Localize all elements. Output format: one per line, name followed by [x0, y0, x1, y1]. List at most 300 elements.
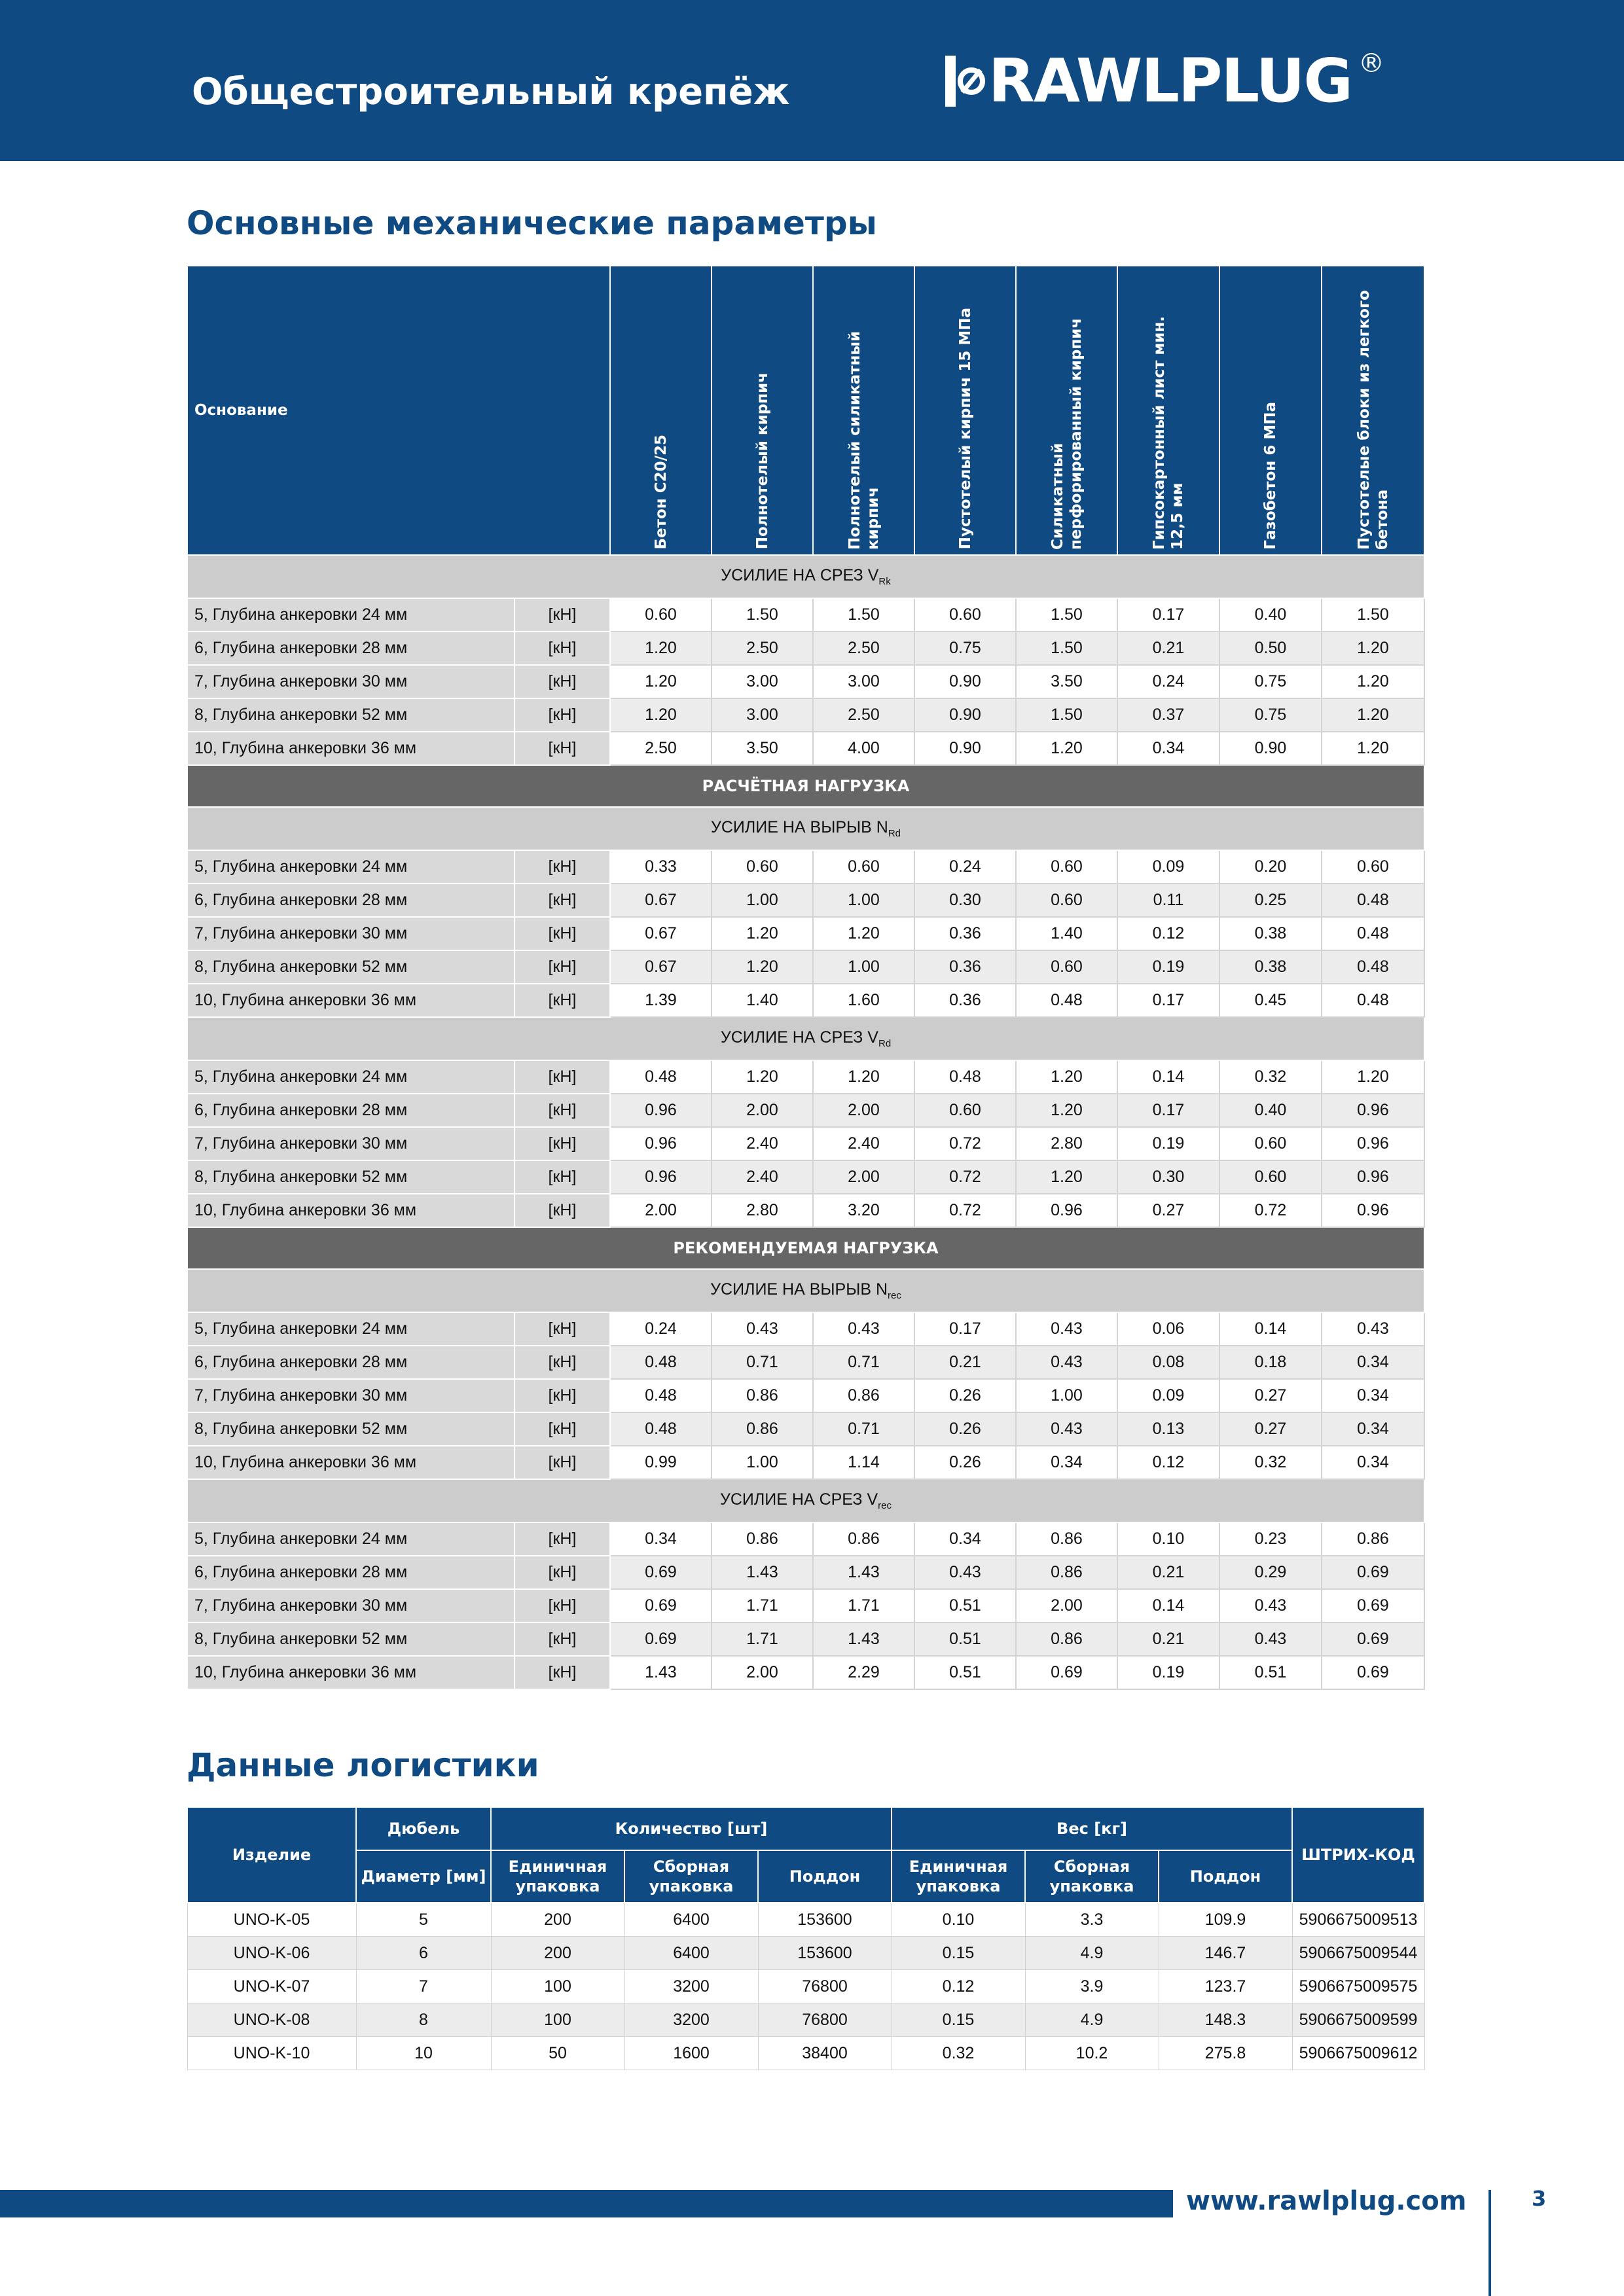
value-cell: 0.36 — [914, 984, 1016, 1017]
value-cell: 0.69 — [1322, 1589, 1424, 1623]
logistics-cell: 5906675009612 — [1292, 2037, 1424, 2070]
value-cell: 2.40 — [712, 1160, 813, 1194]
row-label: 5, Глубина анкеровки 24 мм — [187, 850, 514, 884]
value-cell: 1.00 — [1016, 1379, 1117, 1412]
value-cell: 0.51 — [914, 1656, 1016, 1689]
value-cell: 1.39 — [610, 984, 712, 1017]
value-cell: 0.60 — [1219, 1127, 1322, 1160]
value-cell: 3.20 — [813, 1194, 914, 1227]
unit-cell: [кН] — [514, 884, 610, 917]
value-cell: 0.23 — [1219, 1522, 1322, 1556]
value-cell: 1.20 — [813, 917, 914, 950]
value-cell: 0.48 — [610, 1060, 712, 1094]
column-header-wrap — [1322, 272, 1424, 550]
value-cell: 0.51 — [1219, 1656, 1322, 1689]
value-cell: 0.10 — [1117, 1522, 1219, 1556]
value-cell: 1.20 — [1322, 632, 1424, 665]
row-label: 6, Глубина анкеровки 28 мм — [187, 1346, 514, 1379]
table-row — [187, 698, 1424, 732]
value-cell: 0.19 — [1117, 1127, 1219, 1160]
unit-cell: [кН] — [514, 984, 610, 1017]
value-cell: 0.60 — [1016, 884, 1117, 917]
mechanical-header-row — [187, 266, 1424, 555]
table-row — [187, 1656, 1424, 1689]
section-header-row — [187, 555, 1424, 598]
row-label: 8, Глубина анкеровки 52 мм — [187, 698, 514, 732]
logistics-cell: 7 — [356, 1970, 491, 2003]
value-cell: 2.00 — [1016, 1589, 1117, 1623]
value-cell: 0.38 — [1219, 950, 1322, 984]
value-cell: 0.24 — [914, 850, 1016, 884]
table-row — [187, 1589, 1424, 1623]
logistics-cell: 6400 — [624, 1903, 758, 1937]
group-header: РЕКОМЕНДУЕМАЯ НАГРУЗКА — [187, 1227, 1424, 1269]
column-header-label: Гипсокартонный лист мин. 12,5 мм — [1151, 315, 1186, 550]
value-cell: 0.43 — [813, 1312, 914, 1346]
value-cell: 0.43 — [1219, 1589, 1322, 1623]
value-cell: 0.86 — [1016, 1522, 1117, 1556]
logistics-cell: 146.7 — [1159, 1937, 1292, 1970]
section-label: УСИЛИЕ НА СРЕЗ V — [720, 1490, 878, 1509]
value-cell: 0.14 — [1117, 1589, 1219, 1623]
row-label: 5, Глубина анкеровки 24 мм — [187, 1522, 514, 1556]
value-cell: 0.30 — [1117, 1160, 1219, 1194]
value-cell: 0.86 — [813, 1379, 914, 1412]
row-label: 8, Глубина анкеровки 52 мм — [187, 1623, 514, 1656]
value-cell: 2.40 — [813, 1127, 914, 1160]
section-subscript: rec — [878, 1500, 892, 1511]
value-cell: 1.43 — [712, 1556, 813, 1589]
value-cell: 0.43 — [1016, 1346, 1117, 1379]
value-cell: 0.48 — [1322, 917, 1424, 950]
row-label: 7, Глубина анкеровки 30 мм — [187, 1379, 514, 1412]
value-cell: 2.50 — [610, 732, 712, 765]
value-cell: 0.51 — [914, 1623, 1016, 1656]
row-label: 6, Глубина анкеровки 28 мм — [187, 884, 514, 917]
table-row — [187, 1094, 1424, 1127]
value-cell: 0.60 — [610, 598, 712, 632]
value-cell: 0.60 — [1016, 950, 1117, 984]
logistics-cell: 200 — [491, 1903, 624, 1937]
value-cell: 1.71 — [712, 1623, 813, 1656]
table-row — [187, 1160, 1424, 1194]
logistics-cell: 5 — [356, 1903, 491, 1937]
value-cell: 0.86 — [1016, 1556, 1117, 1589]
unit-cell: [кН] — [514, 1556, 610, 1589]
value-cell: 0.60 — [1016, 850, 1117, 884]
value-cell: 0.96 — [1322, 1194, 1424, 1227]
section-header — [187, 807, 1424, 850]
row-label: 7, Глубина анкеровки 30 мм — [187, 665, 514, 698]
logistics-cell: 100 — [491, 2003, 624, 2037]
value-cell: 0.06 — [1117, 1312, 1219, 1346]
unit-cell: [кН] — [514, 850, 610, 884]
logistics-cell: 153600 — [758, 1903, 892, 1937]
value-cell: 0.30 — [914, 884, 1016, 917]
mechanical-title: Основные механические параметры — [187, 204, 877, 242]
value-cell: 1.20 — [610, 632, 712, 665]
logistics-cell: 3200 — [624, 1970, 758, 2003]
value-cell: 2.00 — [813, 1160, 914, 1194]
column-header — [1117, 266, 1219, 555]
value-cell: 0.60 — [914, 598, 1016, 632]
row-label: 5, Глубина анкеровки 24 мм — [187, 1060, 514, 1094]
qty-unit-pack-header: Единичная упаковка — [491, 1850, 624, 1903]
value-cell: 0.71 — [813, 1346, 914, 1379]
logistics-cell: UNO-K-05 — [187, 1903, 356, 1937]
section-label: УСИЛИЕ НА СРЕЗ V — [720, 1028, 878, 1047]
value-cell: 0.43 — [914, 1556, 1016, 1589]
logistics-cell: 3200 — [624, 2003, 758, 2037]
value-cell: 0.29 — [1219, 1556, 1322, 1589]
section-header-row — [187, 1479, 1424, 1522]
value-cell: 0.67 — [610, 950, 712, 984]
logistics-cell: 50 — [491, 2037, 624, 2070]
column-header-wrap — [1118, 272, 1219, 550]
value-cell: 0.48 — [1322, 884, 1424, 917]
value-cell: 0.20 — [1219, 850, 1322, 884]
value-cell: 0.96 — [610, 1160, 712, 1194]
value-cell: 0.60 — [1322, 850, 1424, 884]
column-header-label: Силикатный перфорированный кирпич — [1049, 317, 1085, 550]
value-cell: 0.90 — [1219, 732, 1322, 765]
section-header — [187, 1017, 1424, 1060]
row-label: 6, Глубина анкеровки 28 мм — [187, 632, 514, 665]
logistics-cell: UNO-K-10 — [187, 2037, 356, 2070]
logistics-header-row-2 — [187, 1850, 1424, 1903]
value-cell: 3.00 — [813, 665, 914, 698]
value-cell: 0.69 — [1322, 1656, 1424, 1689]
footer-url[interactable]: www.rawlplug.com — [1186, 2186, 1467, 2216]
value-cell: 1.50 — [1016, 632, 1117, 665]
row-label: 6, Глубина анкеровки 28 мм — [187, 1094, 514, 1127]
value-cell: 0.86 — [712, 1379, 813, 1412]
logistics-cell: 38400 — [758, 2037, 892, 2070]
logistics-cell: 4.9 — [1025, 1937, 1159, 1970]
unit-cell: [кН] — [514, 1623, 610, 1656]
value-cell: 0.13 — [1117, 1412, 1219, 1446]
row-label: 7, Глубина анкеровки 30 мм — [187, 1589, 514, 1623]
logistics-cell: 5906675009599 — [1292, 2003, 1424, 2037]
quantity-header: Количество [шт] — [491, 1807, 892, 1850]
logistics-cell: 5906675009513 — [1292, 1903, 1424, 1937]
qty-bulk-pack-header: Сборная упаковка — [624, 1850, 758, 1903]
value-cell: 0.51 — [914, 1589, 1016, 1623]
unit-cell: [кН] — [514, 1160, 610, 1194]
base-header: Основание — [187, 266, 610, 555]
table-row — [187, 1522, 1424, 1556]
value-cell: 0.21 — [1117, 1556, 1219, 1589]
unit-cell: [кН] — [514, 598, 610, 632]
logistics-cell: 123.7 — [1159, 1970, 1292, 2003]
qty-pallet-header: Поддон — [758, 1850, 892, 1903]
value-cell: 0.96 — [610, 1127, 712, 1160]
table-row — [187, 598, 1424, 632]
value-cell: 1.43 — [813, 1623, 914, 1656]
value-cell: 0.90 — [914, 732, 1016, 765]
value-cell: 2.29 — [813, 1656, 914, 1689]
logistics-cell: 109.9 — [1159, 1903, 1292, 1937]
table-row — [187, 1127, 1424, 1160]
header-title: Общестроительный крепёж — [192, 71, 790, 113]
column-header-label: Пустотелый кирпич 15 МПа — [956, 308, 974, 550]
table-row — [187, 2003, 1424, 2037]
table-row — [187, 1937, 1424, 1970]
diameter-header: Диаметр [мм] — [356, 1850, 491, 1903]
value-cell: 1.20 — [1322, 698, 1424, 732]
section-header-row — [187, 1269, 1424, 1312]
value-cell: 0.19 — [1117, 1656, 1219, 1689]
section-header — [187, 1269, 1424, 1312]
value-cell: 1.00 — [712, 884, 813, 917]
value-cell: 0.75 — [1219, 665, 1322, 698]
logistics-cell: 0.10 — [892, 1903, 1025, 1937]
logistics-cell: 5906675009575 — [1292, 1970, 1424, 2003]
column-header — [1322, 266, 1424, 555]
value-cell: 1.20 — [712, 950, 813, 984]
value-cell: 0.72 — [914, 1160, 1016, 1194]
column-header — [712, 266, 813, 555]
value-cell: 0.86 — [712, 1522, 813, 1556]
section-header-row — [187, 807, 1424, 850]
logistics-cell: UNO-K-08 — [187, 2003, 356, 2037]
column-header — [914, 266, 1016, 555]
value-cell: 0.72 — [914, 1194, 1016, 1227]
section-label: УСИЛИЕ НА ВЫРЫВ N — [710, 818, 888, 836]
value-cell: 0.34 — [1322, 1412, 1424, 1446]
unit-cell: [кН] — [514, 1060, 610, 1094]
logistics-cell: 153600 — [758, 1937, 892, 1970]
value-cell: 0.09 — [1117, 1379, 1219, 1412]
value-cell: 0.43 — [1219, 1623, 1322, 1656]
logistics-header-row-1 — [187, 1807, 1424, 1850]
value-cell: 0.96 — [1322, 1160, 1424, 1194]
logistics-cell: 0.32 — [892, 2037, 1025, 2070]
value-cell: 0.69 — [1322, 1556, 1424, 1589]
table-row — [187, 1346, 1424, 1379]
row-label: 8, Глубина анкеровки 52 мм — [187, 1160, 514, 1194]
value-cell: 1.20 — [712, 917, 813, 950]
logo-mark-icon — [945, 56, 986, 107]
value-cell: 0.34 — [1117, 732, 1219, 765]
unit-cell: [кН] — [514, 1094, 610, 1127]
value-cell: 0.27 — [1219, 1379, 1322, 1412]
value-cell: 0.26 — [914, 1412, 1016, 1446]
value-cell: 0.60 — [1219, 1160, 1322, 1194]
logistics-cell: 100 — [491, 1970, 624, 2003]
row-label: 5, Глубина анкеровки 24 мм — [187, 598, 514, 632]
value-cell: 0.69 — [610, 1556, 712, 1589]
value-cell: 0.96 — [1322, 1127, 1424, 1160]
registered-mark: ® — [1358, 48, 1385, 79]
table-row — [187, 1194, 1424, 1227]
value-cell: 0.45 — [1219, 984, 1322, 1017]
logistics-cell: 3.9 — [1025, 1970, 1159, 2003]
value-cell: 1.50 — [1322, 598, 1424, 632]
section-subscript: rec — [888, 1290, 901, 1301]
logistics-cell: 76800 — [758, 2003, 892, 2037]
value-cell: 2.50 — [813, 698, 914, 732]
value-cell: 0.72 — [914, 1127, 1016, 1160]
logistics-cell: 8 — [356, 2003, 491, 2037]
value-cell: 0.21 — [1117, 1623, 1219, 1656]
table-row — [187, 1446, 1424, 1479]
logistics-cell: 0.15 — [892, 2003, 1025, 2037]
value-cell: 0.36 — [914, 950, 1016, 984]
value-cell: 0.48 — [1322, 984, 1424, 1017]
value-cell: 1.40 — [1016, 917, 1117, 950]
value-cell: 0.26 — [914, 1446, 1016, 1479]
table-row — [187, 632, 1424, 665]
value-cell: 4.00 — [813, 732, 914, 765]
table-row — [187, 1556, 1424, 1589]
value-cell: 0.48 — [610, 1346, 712, 1379]
logistics-cell: 275.8 — [1159, 2037, 1292, 2070]
value-cell: 3.50 — [1016, 665, 1117, 698]
value-cell: 1.20 — [610, 665, 712, 698]
value-cell: 0.40 — [1219, 598, 1322, 632]
section-label: УСИЛИЕ НА ВЫРЫВ N — [710, 1280, 888, 1299]
column-header-label: Пустотелые блоки из легкого бетона — [1355, 289, 1391, 550]
unit-cell: [кН] — [514, 1127, 610, 1160]
value-cell: 0.27 — [1219, 1412, 1322, 1446]
value-cell: 0.21 — [914, 1346, 1016, 1379]
logistics-cell: 10 — [356, 2037, 491, 2070]
table-row — [187, 1412, 1424, 1446]
value-cell: 1.71 — [813, 1589, 914, 1623]
value-cell: 2.50 — [813, 632, 914, 665]
logistics-cell: 4.9 — [1025, 2003, 1159, 2037]
value-cell: 0.26 — [914, 1379, 1016, 1412]
row-label: 10, Глубина анкеровки 36 мм — [187, 1194, 514, 1227]
value-cell: 1.00 — [813, 884, 914, 917]
value-cell: 0.71 — [813, 1412, 914, 1446]
value-cell: 1.20 — [610, 698, 712, 732]
value-cell: 0.40 — [1219, 1094, 1322, 1127]
value-cell: 0.12 — [1117, 1446, 1219, 1479]
section-subscript: Rd — [878, 1038, 892, 1049]
logo-text: RAWLPLUG — [988, 46, 1352, 116]
value-cell: 1.20 — [1016, 1060, 1117, 1094]
value-cell: 0.17 — [1117, 984, 1219, 1017]
value-cell: 0.11 — [1117, 884, 1219, 917]
weight-unit-pack-header: Единичная упаковка — [892, 1850, 1025, 1903]
value-cell: 1.00 — [813, 950, 914, 984]
unit-cell: [кН] — [514, 1522, 610, 1556]
table-row — [187, 884, 1424, 917]
value-cell: 0.69 — [610, 1589, 712, 1623]
table-row — [187, 1903, 1424, 1937]
logistics-cell: 1600 — [624, 2037, 758, 2070]
footer-divider — [1489, 2190, 1491, 2296]
unit-cell: [кН] — [514, 1412, 610, 1446]
value-cell: 0.17 — [1117, 598, 1219, 632]
column-header — [610, 266, 712, 555]
column-header-wrap — [814, 272, 914, 550]
table-row — [187, 1060, 1424, 1094]
logistics-cell: 6400 — [624, 1937, 758, 1970]
value-cell: 1.14 — [813, 1446, 914, 1479]
column-header-label: Газобетон 6 МПа — [1262, 401, 1279, 550]
unit-cell: [кН] — [514, 665, 610, 698]
unit-cell: [кН] — [514, 1312, 610, 1346]
value-cell: 0.72 — [1219, 1194, 1322, 1227]
value-cell: 1.50 — [813, 598, 914, 632]
row-label: 10, Глубина анкеровки 36 мм — [187, 1446, 514, 1479]
value-cell: 0.90 — [914, 665, 1016, 698]
weight-pallet-header: Поддон — [1159, 1850, 1292, 1903]
value-cell: 0.75 — [914, 632, 1016, 665]
value-cell: 0.50 — [1219, 632, 1322, 665]
table-row — [187, 1379, 1424, 1412]
unit-cell: [кН] — [514, 732, 610, 765]
logistics-cell: 200 — [491, 1937, 624, 1970]
value-cell: 1.20 — [1016, 1160, 1117, 1194]
value-cell: 1.20 — [1322, 665, 1424, 698]
value-cell: 1.50 — [1016, 698, 1117, 732]
page-number: 3 — [1532, 2186, 1547, 2211]
logistics-cell: 10.2 — [1025, 2037, 1159, 2070]
value-cell: 0.14 — [1117, 1060, 1219, 1094]
value-cell: 0.48 — [1016, 984, 1117, 1017]
value-cell: 0.14 — [1219, 1312, 1322, 1346]
value-cell: 2.50 — [712, 632, 813, 665]
row-label: 10, Глубина анкеровки 36 мм — [187, 984, 514, 1017]
value-cell: 1.40 — [712, 984, 813, 1017]
logistics-cell: 148.3 — [1159, 2003, 1292, 2037]
logistics-title: Данные логистики — [187, 1746, 539, 1784]
row-label: 10, Глубина анкеровки 36 мм — [187, 1656, 514, 1689]
value-cell: 0.33 — [610, 850, 712, 884]
row-label: 6, Глубина анкеровки 28 мм — [187, 1556, 514, 1589]
table-row — [187, 2037, 1424, 2070]
column-header-wrap — [712, 272, 812, 550]
value-cell: 0.08 — [1117, 1346, 1219, 1379]
row-label: 7, Глубина анкеровки 30 мм — [187, 917, 514, 950]
dowel-header: Дюбель — [356, 1807, 491, 1850]
value-cell: 0.48 — [914, 1060, 1016, 1094]
value-cell: 0.32 — [1219, 1060, 1322, 1094]
value-cell: 0.24 — [610, 1312, 712, 1346]
value-cell: 3.50 — [712, 732, 813, 765]
value-cell: 0.67 — [610, 917, 712, 950]
value-cell: 0.99 — [610, 1446, 712, 1479]
product-header: Изделие — [187, 1807, 356, 1903]
table-row — [187, 665, 1424, 698]
value-cell: 1.00 — [712, 1446, 813, 1479]
value-cell: 0.12 — [1117, 917, 1219, 950]
value-cell: 0.96 — [610, 1094, 712, 1127]
logistics-cell: 0.12 — [892, 1970, 1025, 2003]
column-header — [1219, 266, 1322, 555]
unit-cell: [кН] — [514, 1194, 610, 1227]
logistics-cell: 5906675009544 — [1292, 1937, 1424, 1970]
unit-cell: [кН] — [514, 950, 610, 984]
weight-bulk-pack-header: Сборная упаковка — [1025, 1850, 1159, 1903]
value-cell: 0.86 — [712, 1412, 813, 1446]
value-cell: 0.96 — [1322, 1094, 1424, 1127]
value-cell: 0.17 — [1117, 1094, 1219, 1127]
value-cell: 1.50 — [712, 598, 813, 632]
value-cell: 3.00 — [712, 698, 813, 732]
value-cell: 0.36 — [914, 917, 1016, 950]
value-cell: 2.80 — [1016, 1127, 1117, 1160]
value-cell: 2.00 — [610, 1194, 712, 1227]
unit-cell: [кН] — [514, 1656, 610, 1689]
logistics-cell: 6 — [356, 1937, 491, 1970]
value-cell: 0.86 — [1016, 1623, 1117, 1656]
weight-header: Вес [кг] — [892, 1807, 1292, 1850]
